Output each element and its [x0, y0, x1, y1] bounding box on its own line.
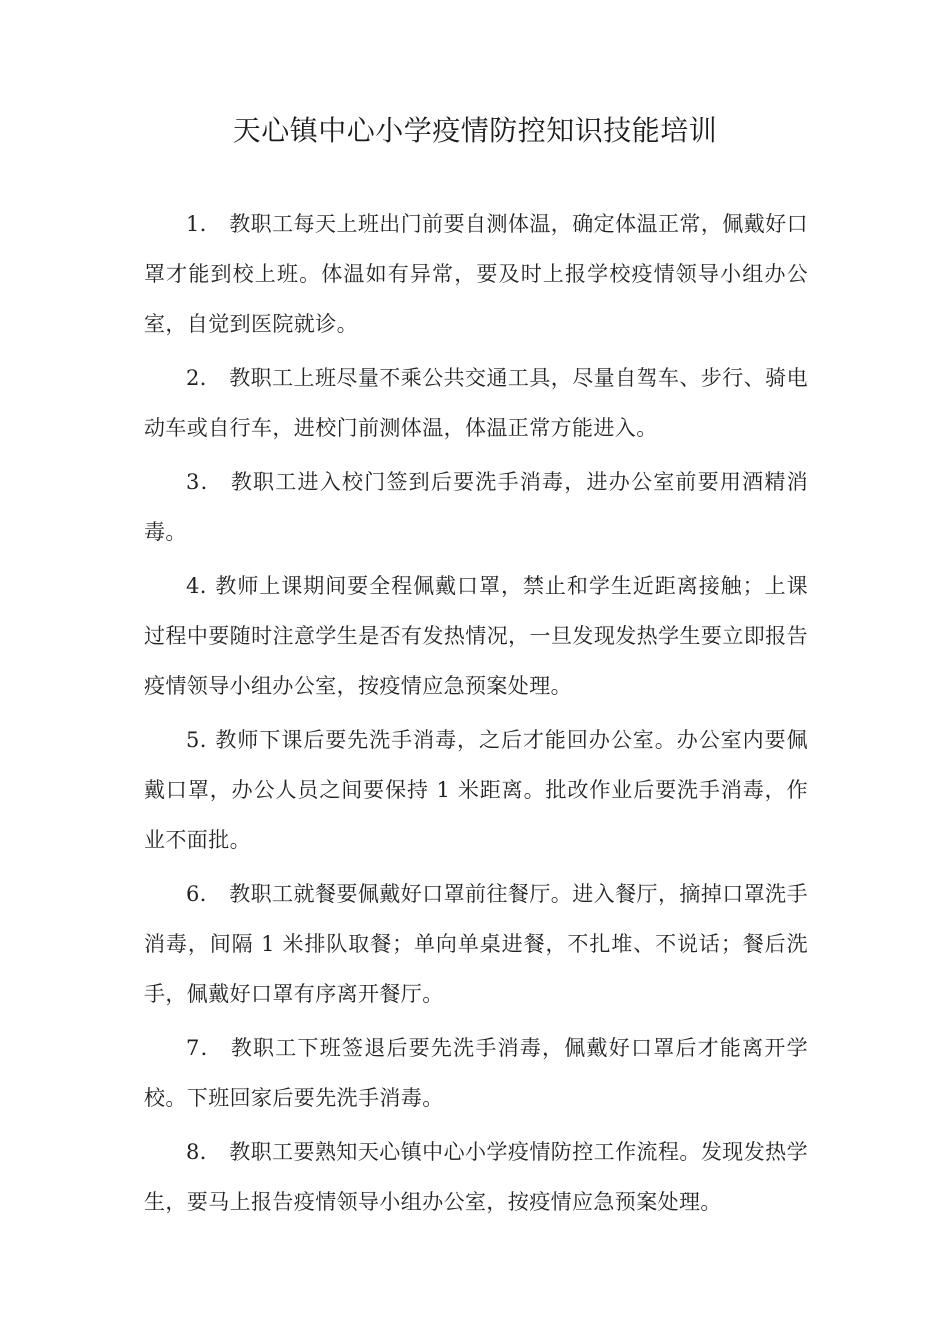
- item-number: 3．: [186, 470, 223, 494]
- item-text: 教职工进入校门签到后要洗手消毒，进办公室前要用酒精消毒。: [144, 470, 808, 544]
- paragraph-6: [144, 869, 808, 1019]
- document-body: [144, 199, 808, 1231]
- item-number: 4.: [186, 574, 207, 598]
- paragraph-3: [144, 457, 808, 557]
- paragraph-8: [144, 1127, 808, 1227]
- paragraph-4: [144, 561, 808, 711]
- item-number: 5.: [186, 728, 207, 752]
- item-number: 2．: [186, 366, 222, 390]
- item-text: 教职工下班签退后要先洗手消毒，佩戴好口罩后才能离开学校。下班回家后要先洗手消毒。: [144, 1036, 808, 1110]
- item-number: 8．: [186, 1140, 222, 1164]
- item-text: 教职工上班尽量不乘公共交通工具，尽量自驾车、步行、骑电动车或自行车，进校门前测体温，体温正常方能进入。: [144, 366, 808, 440]
- item-number: 7．: [186, 1036, 223, 1060]
- item-text: 教职工要熟知天心镇中心小学疫情防控工作流程。发现发热学生，要马上报告疫情领导小组办公室，按疫情应急预案处理。: [144, 1140, 808, 1214]
- item-text: 教师下课后要先洗手消毒，之后才能回办公室。办公室内要佩戴口罩，办公人员之间要保持 1 米距离。批改作业后要洗手消毒，作业不面批。: [144, 728, 808, 852]
- item-text: 教职工每天上班出门前要自测体温，确定体温正常，佩戴好口罩才能到校上班。体温如有异常，要及时上报学校疫情领导小组办公室，自觉到医院就诊。: [144, 212, 808, 336]
- document-title: 天心镇中心小学疫情防控知识技能培训: [232, 114, 718, 147]
- item-text: 教师上课期间要全程佩戴口罩，禁止和学生近距离接触；上课过程中要随时注意学生是否有发热情况，一旦发现发热学生要立即报告疫情领导小组办公室，按疫情应急预案处理。: [144, 574, 808, 698]
- paragraph-7: [144, 1023, 808, 1123]
- item-number: 1．: [186, 212, 222, 236]
- item-number: 6．: [186, 882, 222, 906]
- item-text: 教职工就餐要佩戴好口罩前往餐厅。进入餐厅，摘掉口罩洗手消毒，间隔 1 米排队取餐；单向单桌进餐，不扎堆、不说话；餐后洗手，佩戴好口罩有序离开餐厅。: [144, 882, 808, 1006]
- paragraph-1: [144, 199, 808, 349]
- paragraph-2: [144, 353, 808, 453]
- paragraph-5: [144, 715, 808, 865]
